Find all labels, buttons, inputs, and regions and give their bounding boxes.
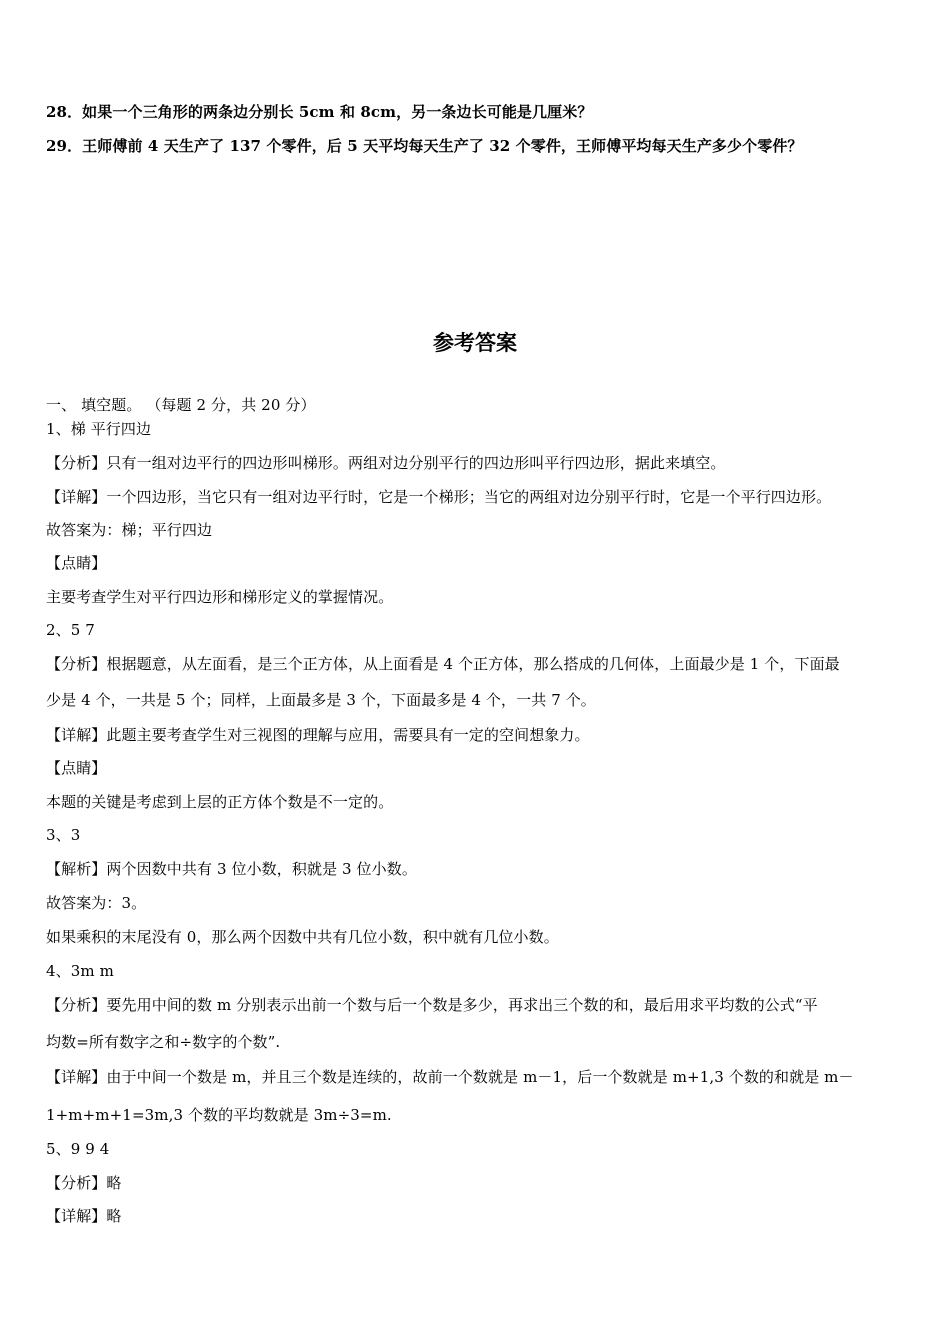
answer-1-conclusion: 故答案为：梯；平行四边 xyxy=(46,521,213,539)
answer-1-detail: 【详解】一个四边形，当它只有一组对边平行时，它是一个梯形；当它的两组对边分别平行时，它是一个平行四边形。 xyxy=(46,488,832,506)
answer-1-analysis: 【分析】只有一组对边平行的四边形叫梯形。两组对边分别平行的四边形叫平行四边形，据此来填空。 xyxy=(46,454,726,472)
answer-4-detail-line1: 【详解】由于中间一个数是 m，并且三个数是连续的，故前一个数就是 m－1，后一个数就是 m+1,3 个数的和就是 m－ xyxy=(46,1068,854,1086)
answer-2-analysis-line2: 少是 4 个，一共是 5 个；同样，上面最多是 3 个，下面最多是 4 个，一共 7 个。 xyxy=(46,691,596,709)
answer-1-tip: 主要考查学生对平行四边形和梯形定义的掌握情况。 xyxy=(46,588,394,606)
section-heading: 一、 填空题。 （每题 2 分，共 20 分） xyxy=(46,396,316,414)
answer-1: 1、梯 平行四边 xyxy=(46,420,152,438)
answer-5-analysis: 【分析】略 xyxy=(46,1174,122,1192)
answer-4-analysis-line2: 均数=所有数字之和÷数字的个数”. xyxy=(46,1033,281,1051)
answers-title: 参考答案 xyxy=(433,330,517,355)
answer-2-tip: 本题的关键是考虑到上层的正方体个数是不一定的。 xyxy=(46,793,394,811)
answer-5: 5、9 9 4 xyxy=(46,1140,110,1158)
answer-5-detail: 【详解】略 xyxy=(46,1207,122,1225)
answer-3-note: 如果乘积的末尾没有 0，那么两个因数中共有几位小数，积中就有几位小数。 xyxy=(46,928,559,946)
answer-4-detail-line2: 1+m+m+1=3m,3 个数的平均数就是 3m÷3=m. xyxy=(46,1106,392,1124)
answer-2-tip-label: 【点睛】 xyxy=(46,759,107,777)
answer-4-analysis-line1: 【分析】要先用中间的数 m 分别表示出前一个数与后一个数是多少，再求出三个数的和，最后用求平均数的公式“平 xyxy=(46,996,818,1014)
answer-2-detail: 【详解】此题主要考查学生对三视图的理解与应用，需要具有一定的空间想象力。 xyxy=(46,726,590,744)
answer-3-conclusion: 故答案为：3。 xyxy=(46,894,147,912)
answer-3: 3、3 xyxy=(46,826,81,844)
question-29: 29．王师傅前 4 天生产了 137 个零件，后 5 天平均每天生产了 32 个零件，王师傅平均每天生产多少个零件？ xyxy=(46,137,803,155)
answer-1-tip-label: 【点睛】 xyxy=(46,554,107,572)
answer-2: 2、5 7 xyxy=(46,621,95,639)
answer-2-analysis-line1: 【分析】根据题意，从左面看，是三个正方体，从上面看是 4 个正方体，那么搭成的几何体，上面最少是 1 个，下面最 xyxy=(46,655,840,673)
answer-4: 4、3m m xyxy=(46,962,114,980)
answer-3-analysis: 【解析】两个因数中共有 3 位小数，积就是 3 位小数。 xyxy=(46,860,417,878)
question-28: 28．如果一个三角形的两条边分别长 5cm 和 8cm，另一条边长可能是几厘米？ xyxy=(46,103,593,121)
